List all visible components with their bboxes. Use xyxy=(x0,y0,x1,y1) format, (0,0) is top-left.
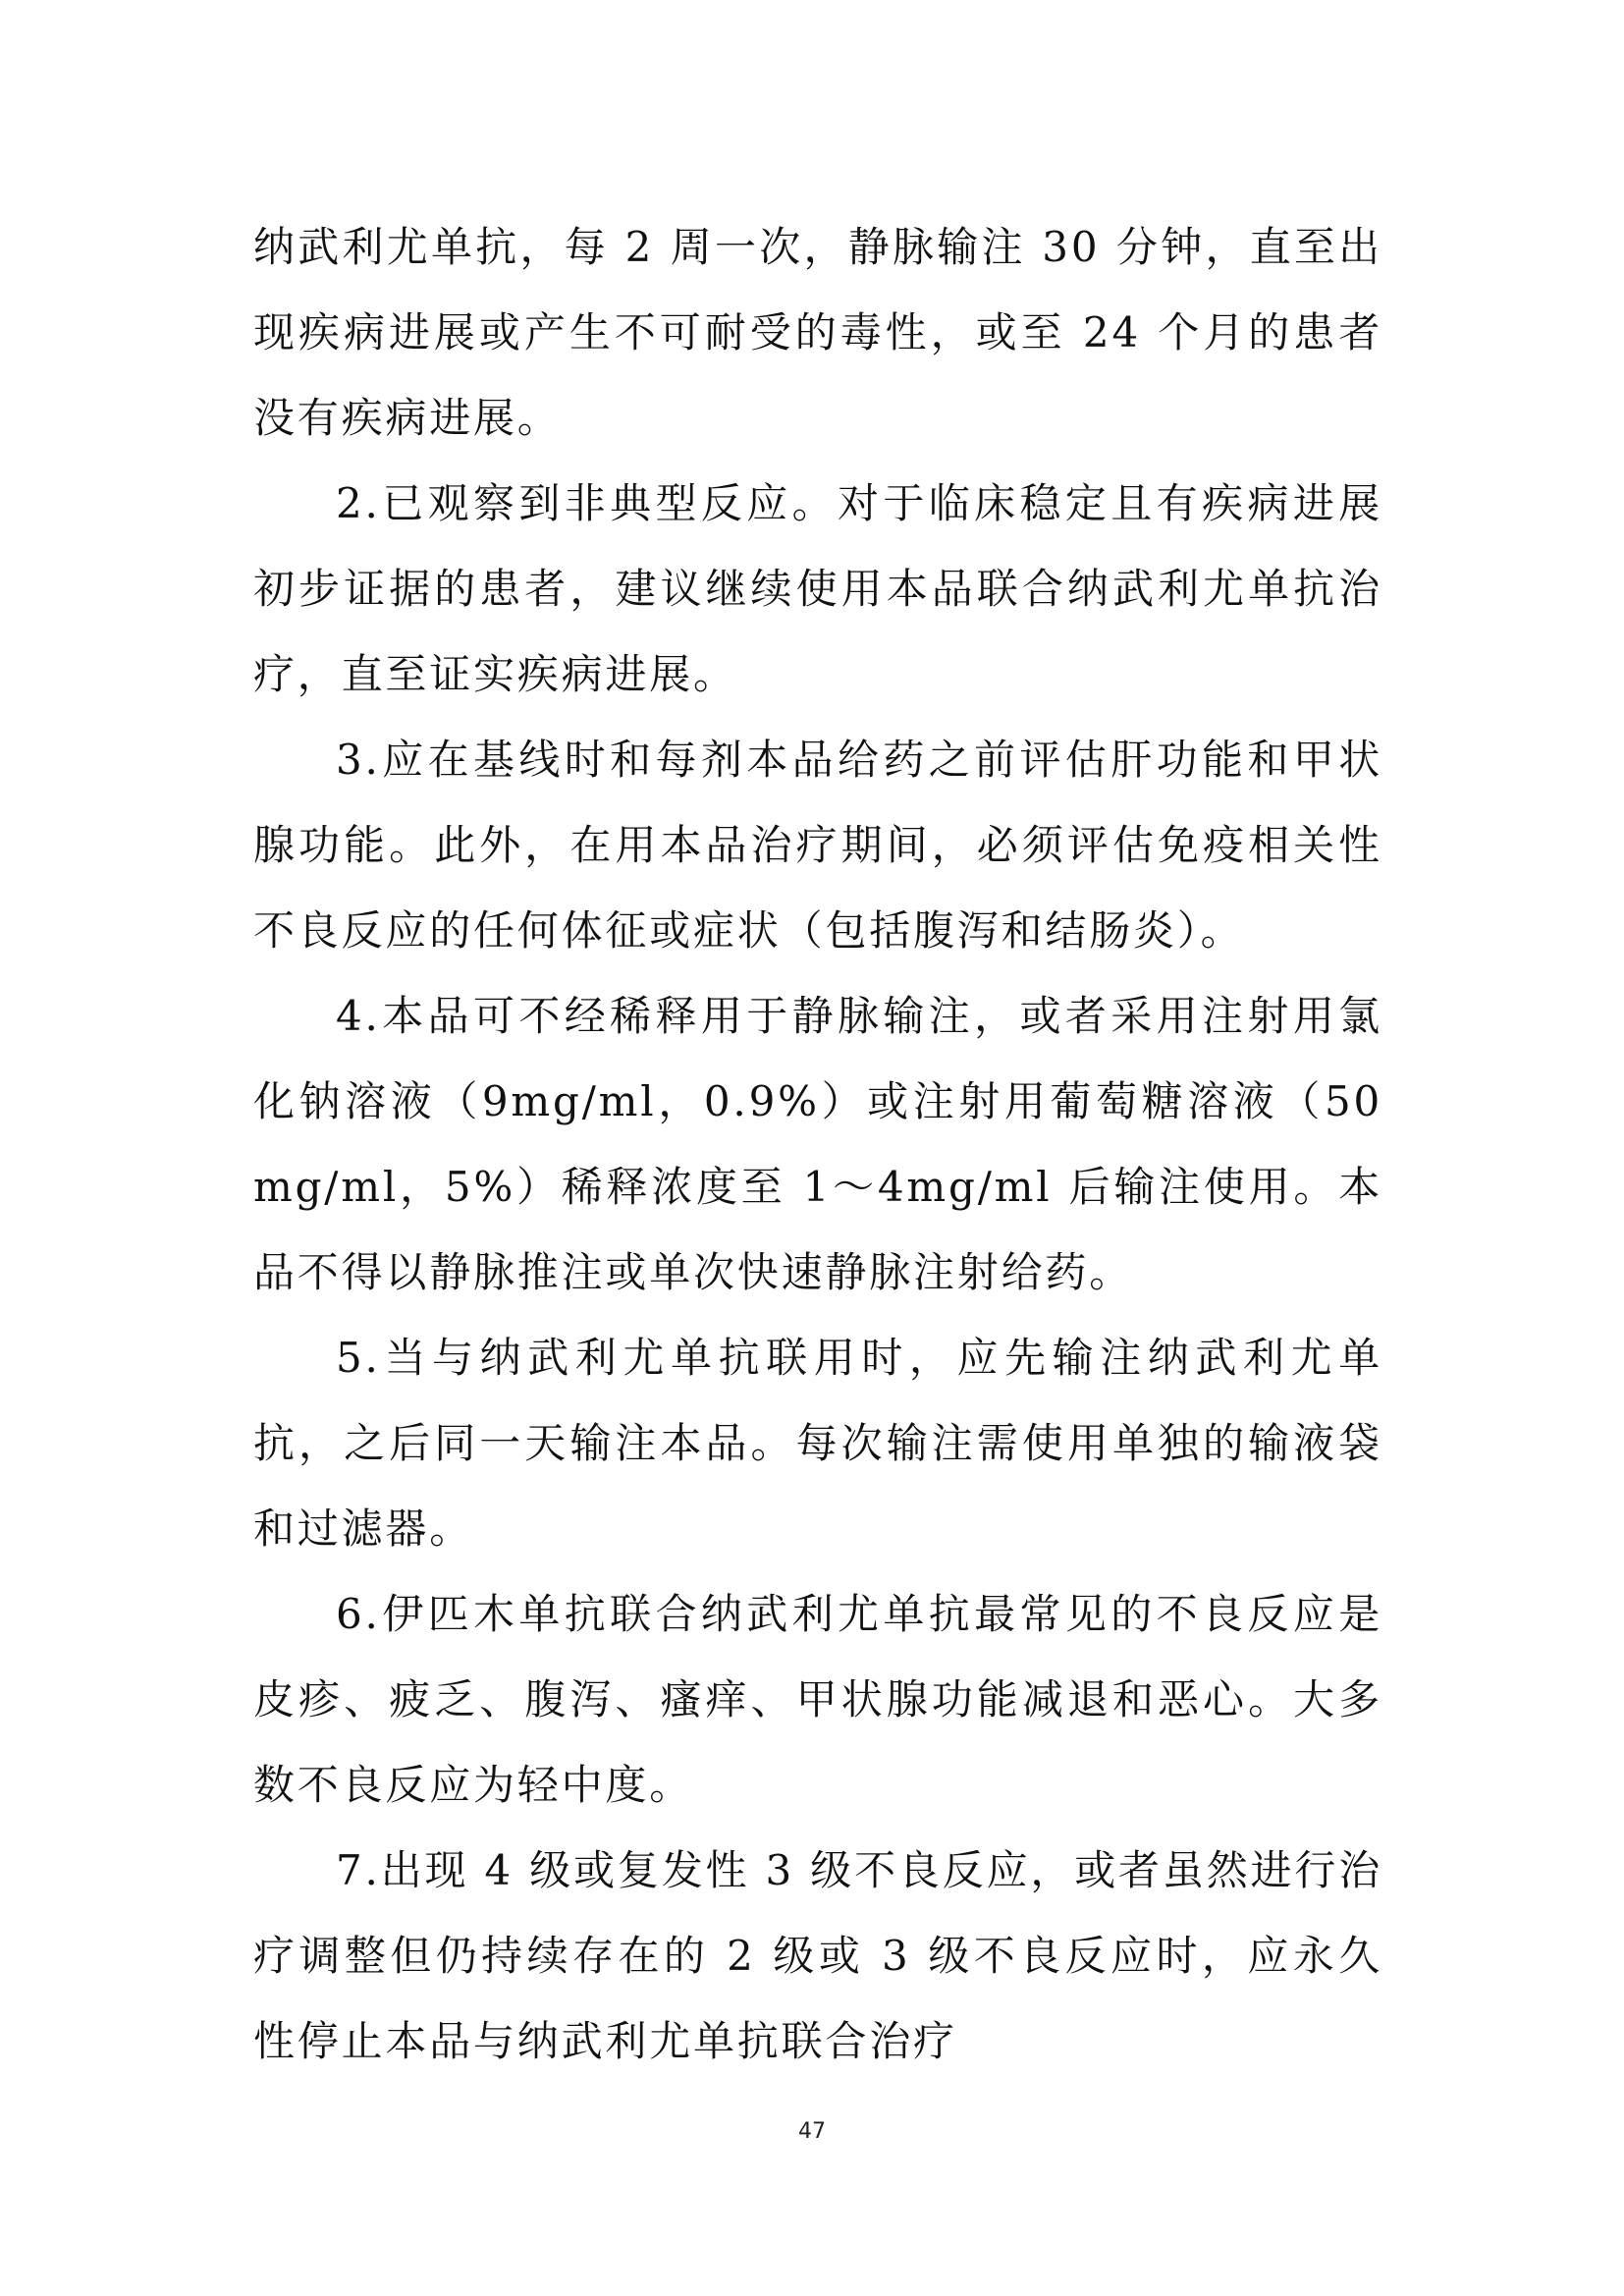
paragraph-continuation: 纳武利尤单抗，每 2 周一次，静脉输注 30 分钟，直至出现疾病进展或产生不可耐受的毒性，或至 24 个月的患者没有疾病进展。 xyxy=(253,223,1382,442)
paragraph-item-7: 7.出现 4 级或复发性 3 级不良反应，或者虽然进行治疗调整但仍持续存在的 2 级或 3 级不良反应时，应永久性停止本品与纳武利尤单抗联合治疗 xyxy=(253,1846,1382,2065)
paragraph-item-4: 4.本品可不经稀释用于静脉输注，或者采用注射用氯化钠溶液（9mg/ml，0.9%）或注射用葡萄糖溶液（50mg/ml，5%）稀释浓度至 1～4mg/ml 后输注使用。本品不得以静脉推注或单次快速静脉注射给药。 xyxy=(253,992,1382,1296)
paragraph-item-2: 2.已观察到非典型反应。对于临床稳定且有疾病进展初步证据的患者，建议继续使用本品联合纳武利尤单抗治疗，直至证实疾病进展。 xyxy=(253,479,1382,698)
document-body xyxy=(253,204,1382,2084)
paragraph-item-5: 5.当与纳武利尤单抗联用时，应先输注纳武利尤单抗，之后同一天输注本品。每次输注需使用单独的输液袋和过滤器。 xyxy=(253,1334,1382,1553)
paragraph-item-6: 6.伊匹木单抗联合纳武利尤单抗最常见的不良反应是皮疹、疲乏、腹泻、瘙痒、甲状腺功能减退和恶心。大多数不良反应为轻中度。 xyxy=(253,1590,1382,1809)
page-number: 47 xyxy=(798,2119,826,2144)
paragraph-item-3: 3.应在基线时和每剂本品给药之前评估肝功能和甲状腺功能。此外，在用本品治疗期间，必须评估免疫相关性不良反应的任何体征或症状（包括腹泻和结肠炎）。 xyxy=(253,736,1382,955)
